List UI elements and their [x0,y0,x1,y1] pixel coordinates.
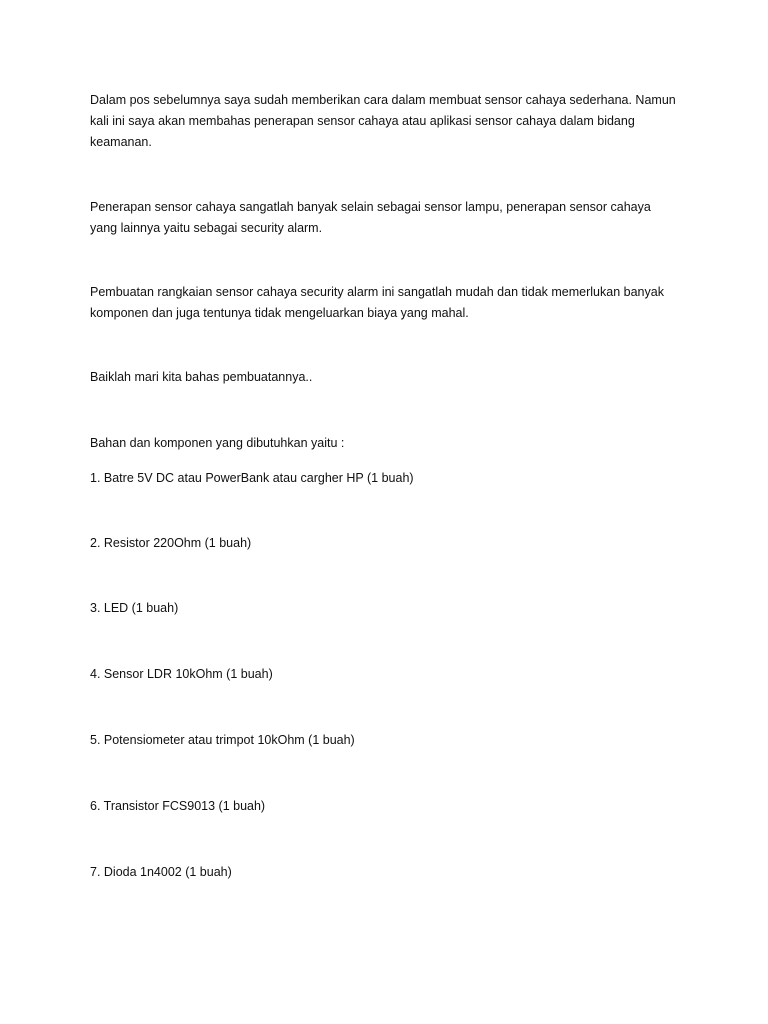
list-item: 4. Sensor LDR 10kOhm (1 buah) [90,667,273,681]
paragraph-construction: Pembuatan rangkaian sensor cahaya security alarm ini sangatlah mudah dan tidak memerlukan banyak komponen dan juga tentunya tidak mengeluarkan biaya yang mahal. [90,285,664,320]
list-item: 1. Batre 5V DC atau PowerBank atau cargher HP (1 buah) [90,471,414,485]
list-item: 6. Transistor FCS9013 (1 buah) [90,799,266,813]
list-item: 2. Resistor 220Ohm (1 buah) [90,536,252,550]
list-item: 5. Potensiometer atau trimpot 10kOhm (1 buah) [90,733,355,747]
list-item: 7. Dioda 1n4002 (1 buah) [90,865,232,879]
paragraph-lets-discuss: Baiklah mari kita bahas pembuatannya.. [90,370,313,384]
list-item: 3. LED (1 buah) [90,601,179,615]
paragraph-materials-heading: Bahan dan komponen yang dibutuhkan yaitu : [90,436,345,450]
paragraph-intro: Dalam pos sebelumnya saya sudah memberikan cara dalam membuat sensor cahaya sederhana. Namun kali ini saya akan membahas penerapan sensor cahaya atau aplikasi sensor cahaya dalam bidang keamanan. [90,93,676,149]
paragraph-application: Penerapan sensor cahaya sangatlah banyak selain sebagai sensor lampu, penerapan sensor cahaya yang lainnya yaitu sebagai security alarm. [90,200,651,235]
